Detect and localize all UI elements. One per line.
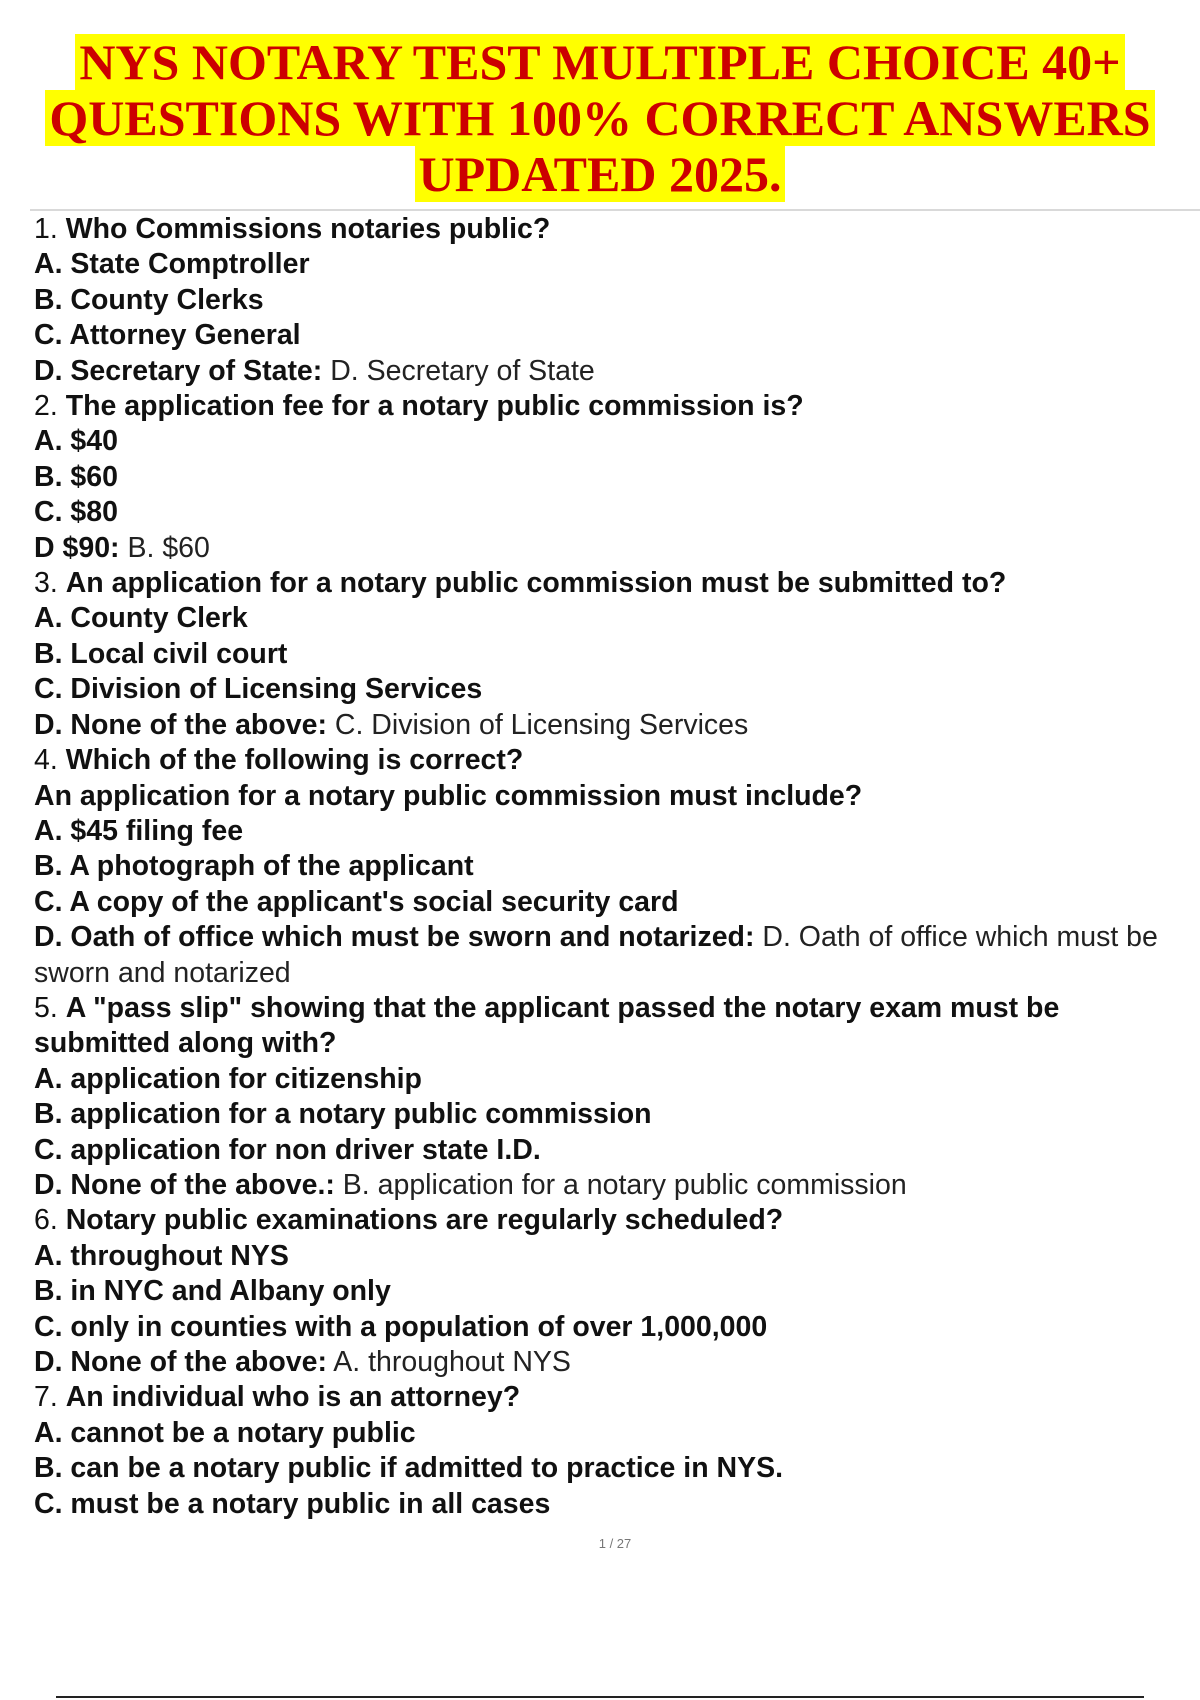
title-line-3: UPDATED 2025. [415,146,786,202]
option-c: C. application for non driver state I.D. [34,1133,541,1166]
question-number: 4. [34,744,58,777]
option-a: A. cannot be a notary public [34,1416,416,1449]
option-d-with-answer [34,1168,1184,1203]
question-text: Which of the following is correct? [65,744,524,777]
title-line-1: NYS NOTARY TEST MULTIPLE CHOICE 40+ [75,34,1124,90]
correct-answer: D. Oath of office which must be sworn and notarized [34,921,1158,989]
option-d-with-answer [34,531,1184,566]
correct-answer: B. $60 [127,531,210,564]
option-d: D. Secretary of State: [34,354,323,387]
option-b: B. application for a notary public commission [34,1098,652,1131]
question-text: The application fee for a notary public commission is? [65,390,804,423]
option-c: C. Division of Licensing Services [34,673,483,706]
option-a: A. application for citizenship [34,1062,422,1095]
option-c: C. must be a notary public in all cases [34,1487,551,1520]
question-list [34,212,1184,1522]
question-number: 1. [34,213,58,245]
option-d: D. Oath of office which must be sworn and notarized: [34,921,755,954]
question-text: A "pass slip" showing that the applicant passed the notary exam must be submitted along with? [34,991,1060,1060]
correct-answer: C. Division of Licensing Services [334,708,749,741]
correct-answer: D. Secretary of State [330,354,595,387]
footer-divider [56,1696,1144,1698]
page-indicator: 1 / 27 [598,1536,632,1551]
option-d: D. None of the above.: [34,1168,335,1201]
option-d: D. None of the above: [34,1346,327,1378]
option-d-with-answer [34,354,1184,389]
question-5 [34,991,1184,1062]
question-number: 6. [34,1204,58,1237]
question-number: 2. [34,390,58,423]
option-a: A. State Comptroller [34,248,310,281]
option-b: B. A photograph of the applicant [34,850,474,883]
option-c: C. A copy of the applicant's social security card [34,885,679,918]
title-line-2: QUESTIONS WITH 100% CORRECT ANSWERS [45,90,1154,146]
option-d-with-answer [34,708,1184,743]
question-number: 7. [34,1381,58,1414]
question-number: 3. [34,567,58,600]
option-b: B. can be a notary public if admitted to practice in NYS. [34,1452,784,1485]
question-6 [34,1203,1184,1238]
option-c: C. Attorney General [34,319,301,352]
question-7 [34,1380,1184,1415]
option-b: B. County Clerks [34,283,264,316]
option-d-with-answer [34,1345,1184,1380]
option-d: D. None of the above: [34,708,327,741]
option-d-with-answer [34,920,1184,991]
option-c: C. $80 [34,496,118,529]
correct-answer: B. application for a notary public commission [342,1168,907,1201]
title-divider [30,209,1200,211]
option-b: B. $60 [34,460,118,493]
option-c: C. only in counties with a population of over 1,000,000 [34,1310,768,1343]
option-b: B. Local civil court [34,637,288,670]
question-text: An individual who is an attorney? [65,1381,521,1414]
correct-answer: A. throughout NYS [333,1346,571,1378]
question-1 [34,212,1184,247]
question-text: Notary public examinations are regularly scheduled? [65,1204,784,1237]
document-title [0,34,1200,202]
question-4 [34,743,1184,778]
question-text: An application for a notary public commission must be submitted to? [65,567,1007,600]
question-2 [34,389,1184,424]
option-a: A. $40 [34,425,118,458]
question-text-continued: An application for a notary public commission must include? [34,779,863,812]
option-a: A. throughout NYS [34,1239,289,1272]
option-a: A. $45 filing fee [34,814,244,847]
option-b: B. in NYC and Albany only [34,1275,391,1308]
question-text: Who Commissions notaries public? [65,213,551,245]
question-number: 5. [34,991,58,1024]
option-a: A. County Clerk [34,602,248,635]
option-d: D $90: [34,531,120,564]
question-3 [34,566,1184,601]
